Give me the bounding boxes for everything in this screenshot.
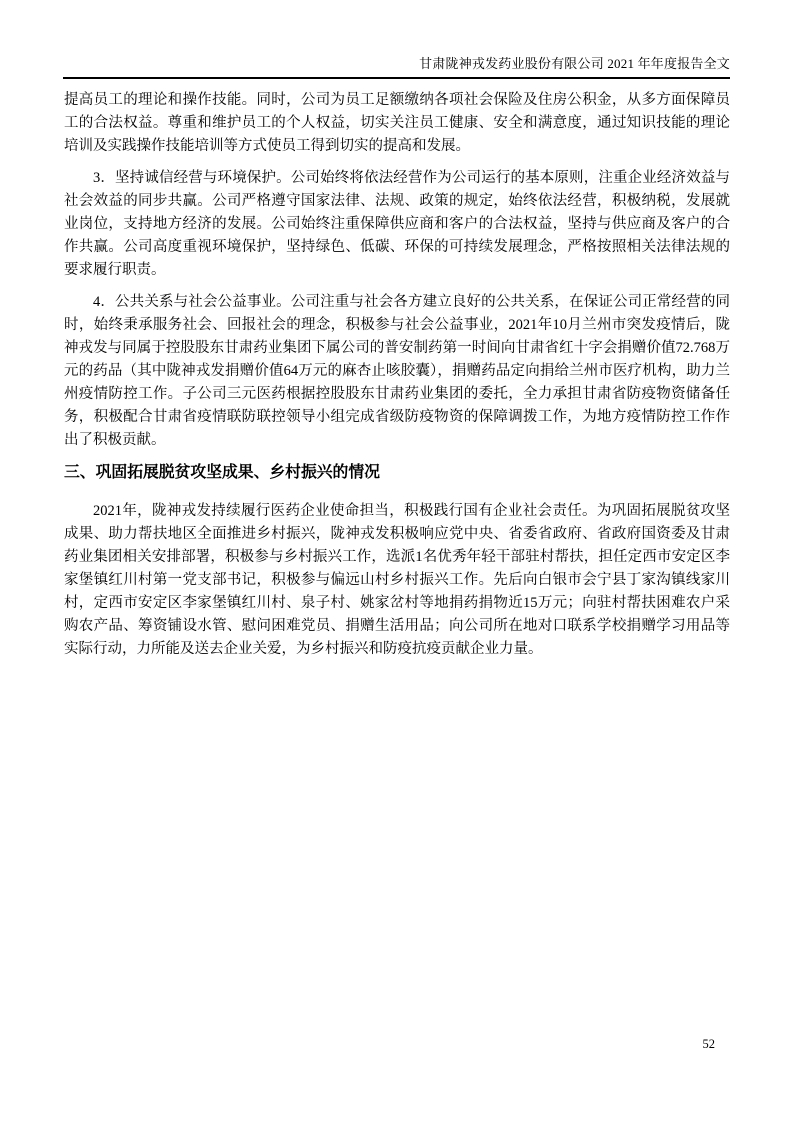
paragraph-item4-public-relations-welfare: 4．公共关系与社会公益事业。公司注重与社会各方建立良好的公共关系，在保证公司正常经营的同时，始终秉承服务社会、回报社会的理念，积极参与社会公益事业，2021年10月兰州市突发疫情后，陇神戎发与同属于控股股东甘肃药业集团下属公司的普安制药第一时间向甘肃省红十字会捐赠价值72.768万元的药品（其中陇神戎发捐赠价值64万元的麻杏止咳胶囊），捐赠药品定向捐给兰州市医疗机构，助力兰州疫情防控工作。子公司三元医药根据控股股东甘肃药业集团的委托，全力承担甘肃省防疫物资储备任务，积极配合甘肃省疫情联防联控领导小组完成省级防疫物资的保障调拨工作，为地方疫情防控工作作出了积极贡献。 [64,294,730,448]
page-number: 52 [702,1037,715,1051]
page-header [63,56,730,79]
report-title: 甘肃陇神戎发药业股份有限公司 2021 年年度报告全文 [419,56,730,71]
paragraph-employee-training-continuation: 提高员工的理论和操作技能。同时，公司为员工足额缴纳各项社会保险及住房公积金，从多方面保障员工的合法权益。尊重和维护员工的个人权益，切实关注员工健康、安全和满意度，通过知识技能的理论培训及实践操作技能培训等方式使员工得到切实的提高和发展。 [64,92,730,154]
page-content [64,89,730,670]
section-heading-rural-revitalization: 三、巩固拓展脱贫攻坚成果、乡村振兴的情况 [64,464,380,481]
paragraph-rural-revitalization: 2021年，陇神戎发持续履行医药企业使命担当，积极践行国有企业社会责任。为巩固拓展脱贫攻坚成果、助力帮扶地区全面推进乡村振兴，陇神戎发积极响应党中央、省委省政府、省政府国资委及甘肃药业集团相关安排部署，积极参与乡村振兴工作，选派1名优秀年轻干部驻村帮扶，担任定西市安定区李家堡镇红川村第一党支部书记，积极参与偏远山村乡村振兴工作。先后向白银市会宁县丁家沟镇线家川村，定西市安定区李家堡镇红川村、泉子村、姚家岔村等地捐药捐物近15万元；向驻村帮扶困难农户采购农产品、筹资铺设水管、慰问困难党员、捐赠生活用品；向公司所在地对口联系学校捐赠学习用品等实际行动，力所能及送去企业关爱，为乡村振兴和防疫抗疫贡献企业力量。 [64,503,730,657]
paragraph-item3-integrity-and-environment: 3．坚持诚信经营与环境保护。公司始终将依法经营作为公司运行的基本原则，注重企业经济效益与社会效益的同步共赢。公司严格遵守国家法律、法规、政策的规定，始终依法经营，积极纳税，发展就业岗位，支持地方经济的发展。公司始终注重保障供应商和客户的合法权益，坚持与供应商及客户的合作共赢。公司高度重视环境保护，坚持绿色、低碳、环保的可持续发展理念，严格按照相关法律法规的要求履行职责。 [64,170,730,278]
